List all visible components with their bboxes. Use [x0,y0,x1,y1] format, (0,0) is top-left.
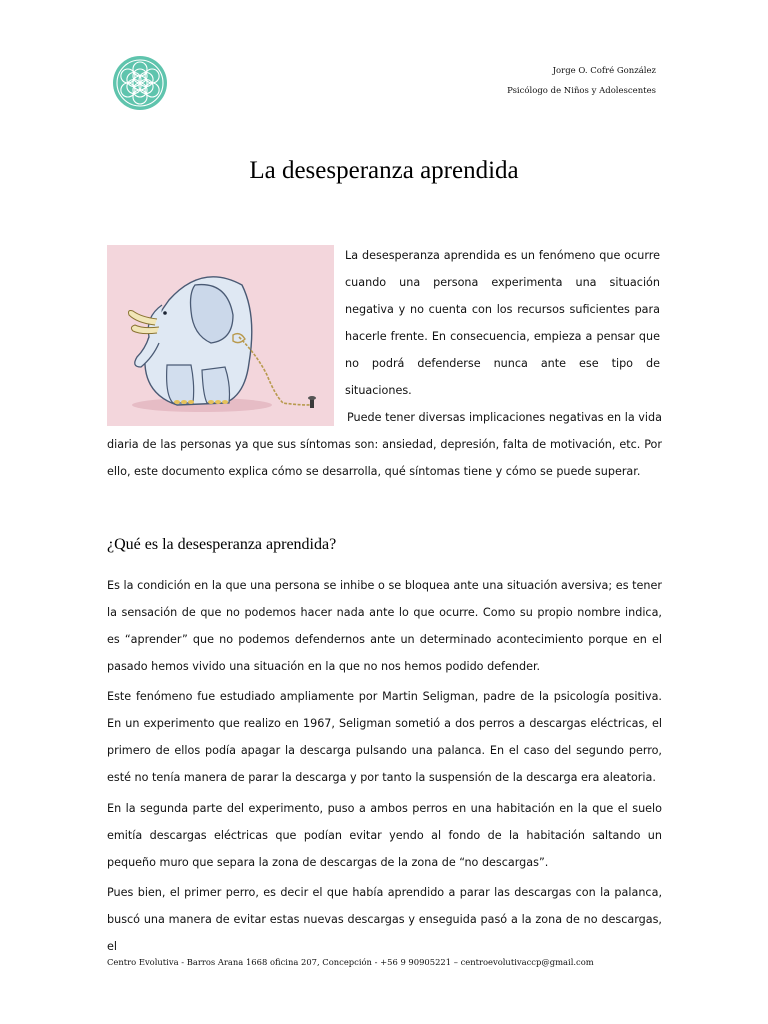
header-author: Jorge O. Cofré González [552,66,656,76]
section-paragraph: Este fenómeno fue estudiado ampliamente por Martin Seligman, padre de la psicología positiva. En un experimento que realizo en 1967, Seligman sometió a dos perros a descargas eléctricas, el primero de ellos podía apagar la descarga pulsando una palanca. En el caso del segundo perro, esté no tenía manera de parar la descarga y por tanto la suspensión de la descarga era aleatoria. [107,690,662,784]
page-title: La desesperanza aprendida [249,157,519,184]
flower-of-life-logo-icon [112,55,168,111]
section-paragraph: En la segunda parte del experimento, puso a ambos perros en una habitación en la que el suelo emitía descargas eléctricas que podían evitar yendo al fondo de la habitación saltando un pequeño muro que separa la zona de descargas de la zona de “no descargas”. [107,802,662,869]
section-paragraph: Es la condición en la que una persona se inhibe o se bloquea ante una situación aversiva; es tener la sensación de que no podemos hacer nada ante lo que ocurre. Como su propio nombre indica, es “aprender” que no podemos defendernos ante un determinado acontecimiento porque en el pasado hemos vivido una situación en la que no nos hemos podido defender. [107,579,662,673]
header-role: Psicólogo de Niños y Adolescentes [507,86,656,96]
page-footer: Centro Evolutiva - Barros Arana 1668 oficina 207, Concepción - +56 9 90905221 – centroevolutivaccp@gmail.com [107,957,594,967]
section-paragraph: Pues bien, el primer perro, es decir el que había aprendido a parar las descargas con la palanca, buscó una manera de evitar estas nuevas descargas y enseguida pasó a la zona de no descargas, el [107,886,662,953]
section-heading: ¿Qué es la desesperanza aprendida? [107,536,337,553]
symptoms-paragraph: Puede tener diversas implicaciones negativas en la vida diaria de las personas ya que sus síntomas son: ansiedad, depresión, falta de motivación, etc. Por ello, este documento explica cómo se desarrolla, qué síntomas tiene y cómo se puede superar. [107,411,662,478]
intro-paragraph: La desesperanza aprendida es un fenómeno que ocurre cuando una persona experimenta una situación negativa y no cuenta con los recursos suficientes para hacerle frente. En consecuencia, empieza a pensar que no podrá defenderse nunca ante ese tipo de situaciones. [345,249,660,397]
elephant-illustration-icon [107,245,334,426]
